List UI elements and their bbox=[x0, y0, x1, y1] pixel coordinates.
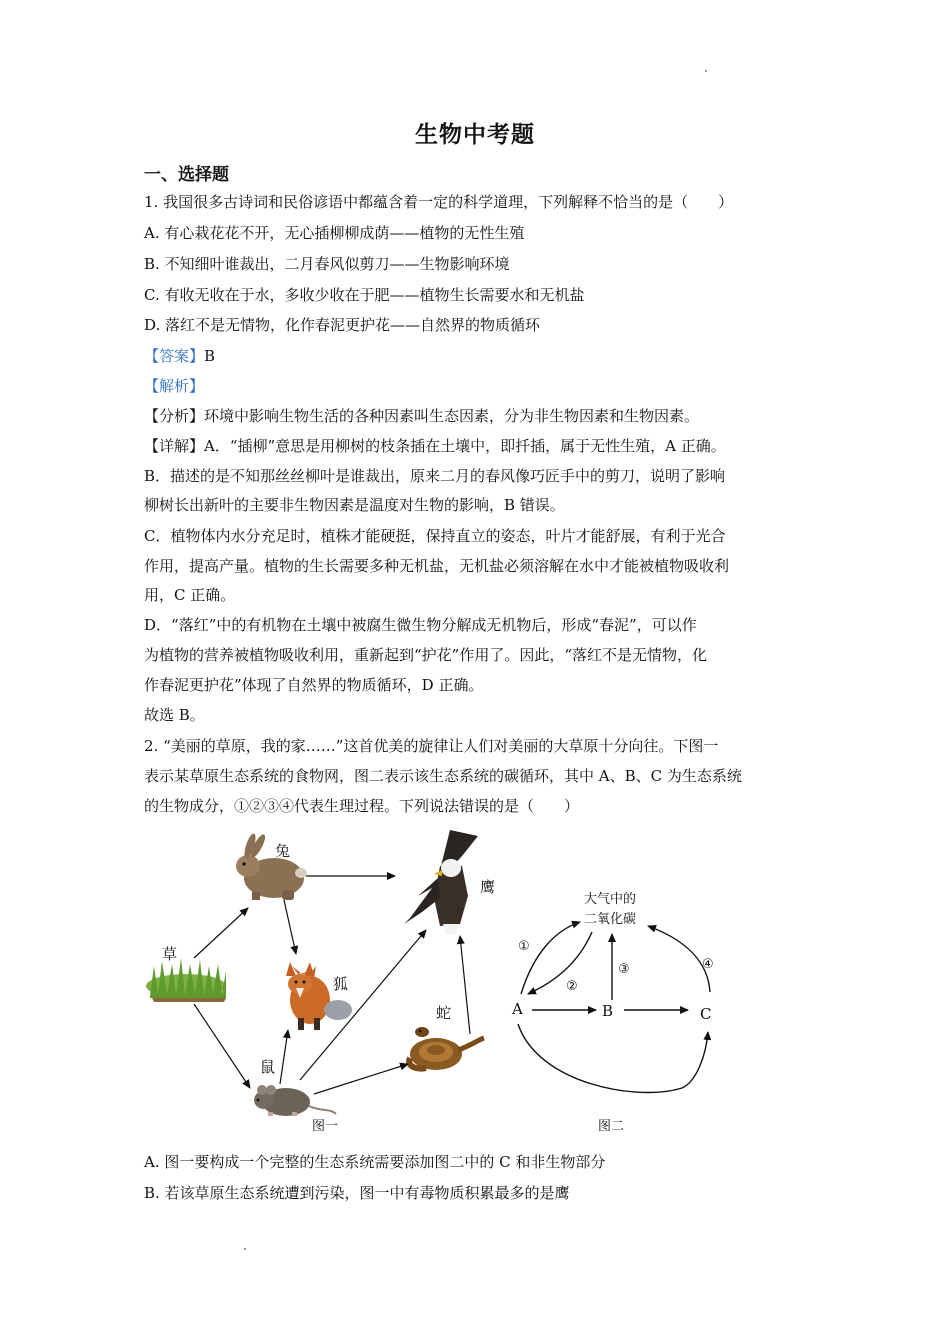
process-1-label: ① bbox=[518, 939, 530, 954]
process-2-label: ② bbox=[566, 979, 578, 994]
scan-speck bbox=[244, 1248, 246, 1250]
page-title: 生物中考题 bbox=[415, 121, 535, 148]
mouse-label: 鼠 bbox=[260, 1058, 276, 1076]
q1-option-c: C. 有收无收在于水，多收少收在于肥——植物生长需要水和无机盐 bbox=[144, 286, 585, 304]
analysis-tag: 【解析】 bbox=[144, 377, 205, 395]
q1-conclusion: 故选 B。 bbox=[144, 706, 205, 724]
scan-speck bbox=[705, 70, 707, 72]
q2-stem-line: 表示某草原生态系统的食物网，图二表示该生态系统的碳循环，其中 A、B、C 为生态系统 bbox=[144, 767, 742, 785]
co2-label-line1: 大气中的 bbox=[584, 892, 637, 907]
node-b-label: B bbox=[602, 1002, 614, 1020]
q1-detail-line: D．“落红”中的有机物在土壤中被腐生微生物分解成无机物后，形成“春泥”，可以作 bbox=[144, 616, 697, 634]
q1-detail-line: 为植物的营养被植物吸收利用，重新起到“护花”作用了。因此，“落红不是无情物，化 bbox=[144, 646, 708, 664]
process-3-label: ③ bbox=[618, 962, 630, 977]
q1-detail-line: 作用，提高产量。植物的生长需要多种无机盐，无机盐必须溶解在水中才能被植物吸收利 bbox=[144, 557, 730, 575]
q1-detail-line: 作春泥更护花”体现了自然界的物质循环，D 正确。 bbox=[144, 676, 484, 694]
fox-label: 狐 bbox=[333, 975, 349, 993]
food-web-and-carbon-cycle-figure bbox=[140, 826, 740, 1142]
q1-option-d: D. 落红不是无情物，化作春泥更护花——自然界的物质循环 bbox=[144, 316, 541, 334]
snake-label: 蛇 bbox=[436, 1004, 452, 1022]
fox-picture bbox=[286, 962, 352, 1030]
process-4-label: ④ bbox=[702, 957, 714, 972]
q2-option-a: A. 图一要构成一个完整的生态系统需要添加图二中的 C 和非生物部分 bbox=[144, 1153, 606, 1171]
node-c-label: C bbox=[700, 1005, 712, 1023]
q1-option-b: B. 不知细叶谁裁出，二月春风似剪刀——生物影响环境 bbox=[144, 255, 510, 273]
grass-picture bbox=[146, 958, 226, 1002]
q1-stem: 1. 我国很多古诗词和民俗谚语中都蕴含着一定的科学道理，下列解释不恰当的是（ ） bbox=[144, 193, 734, 211]
q2-stem-line: 的生物成分，①②③④代表生理过程。下列说法错误的是（ ） bbox=[144, 797, 580, 815]
carbon-cycle-arrows bbox=[518, 922, 710, 1092]
grass-label: 草 bbox=[162, 945, 178, 963]
mouse-picture bbox=[254, 1085, 336, 1116]
rabbit-label: 兔 bbox=[275, 842, 291, 860]
q1-detail-line: 【详解】A．“插柳”意思是用柳树的枝条插在土壤中，即扦插，属于无性生殖，A 正确。 bbox=[144, 437, 726, 455]
eagle-label: 鹰 bbox=[480, 878, 496, 896]
snake-picture bbox=[409, 1027, 484, 1070]
rabbit-picture bbox=[236, 832, 307, 900]
figure1-caption: 图一 bbox=[312, 1119, 339, 1134]
node-a-label: A bbox=[512, 1000, 523, 1018]
q2-option-b: B. 若该草原生态系统遭到污染，图一中有毒物质积累最多的是鹰 bbox=[144, 1184, 570, 1202]
q1-detail-line: B．描述的是不知那丝丝柳叶是谁裁出，原来二月的春风像巧匠手中的剪刀，说明了影响 bbox=[144, 467, 726, 485]
q1-fenxi: 【分析】环境中影响生物生活的各种因素叫生态因素，分为非生物因素和生物因素。 bbox=[144, 407, 700, 425]
co2-label-line2: 二氧化碳 bbox=[584, 912, 637, 927]
figure-area bbox=[140, 826, 740, 1142]
eagle-picture bbox=[404, 830, 478, 934]
q1-option-a: A. 有心栽花花不开，无心插柳柳成荫——植物的无性生殖 bbox=[144, 224, 525, 242]
q1-detail-line: C．植物体内水分充足时，植株才能硬挺，保持直立的姿态，叶片才能舒展，有利于光合 bbox=[144, 527, 726, 545]
answer-tag: 【答案】 bbox=[144, 347, 205, 365]
q1-detail-line: 柳树长出新叶的主要非生物因素是温度对生物的影响，B 错误。 bbox=[144, 496, 565, 514]
section-heading: 一、选择题 bbox=[144, 165, 229, 185]
q2-stem-line: 2. “美丽的草原，我的家……”这首优美的旋律让人们对美丽的大草原十分向往。下图一 bbox=[144, 737, 719, 755]
figure2-caption: 图二 bbox=[598, 1119, 625, 1134]
q1-detail-line: 用，C 正确。 bbox=[144, 586, 236, 604]
answer-value: B bbox=[204, 347, 216, 365]
q1-answer-line bbox=[144, 345, 215, 367]
